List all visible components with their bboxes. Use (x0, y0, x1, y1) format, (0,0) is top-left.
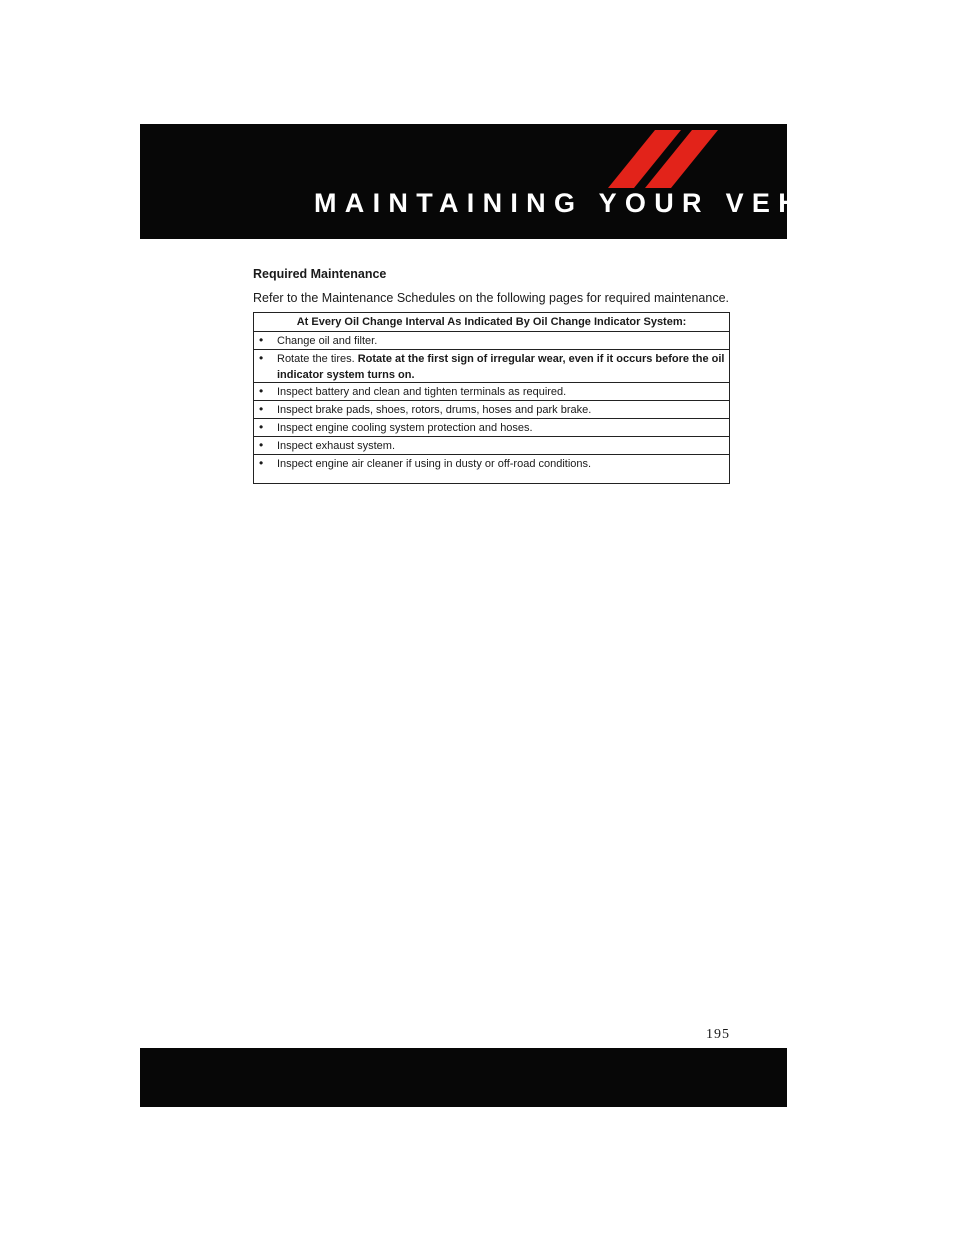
table-row (254, 383, 729, 401)
racing-stripes-logo (140, 124, 901, 239)
bullet-icon: • (259, 456, 264, 470)
bullet-icon: • (259, 333, 264, 347)
table-row (254, 350, 729, 383)
header-band (140, 124, 901, 239)
table-row (254, 332, 729, 350)
section-heading: Required Maintenance (253, 267, 387, 281)
row-text: Inspect engine cooling system protection and hoses. (277, 422, 533, 434)
table-row (254, 401, 729, 419)
row-text: Inspect exhaust system. (277, 440, 395, 452)
row-bold-text: Rotate at the first sign of irregular wear, even if it occurs before the oil indicator system turns on. (277, 353, 725, 381)
bullet-icon: • (259, 420, 264, 434)
footer-band (140, 1048, 787, 1107)
table-row (254, 437, 729, 455)
page-number: 195 (706, 1027, 730, 1042)
maintenance-table (253, 312, 730, 484)
bullet-icon: • (259, 438, 264, 452)
row-text: Inspect brake pads, shoes, rotors, drums, hoses and park brake. (277, 404, 592, 416)
bullet-icon: • (259, 402, 264, 416)
row-text: Inspect battery and clean and tighten terminals as required. (277, 386, 567, 398)
table-header: At Every Oil Change Interval As Indicated By Oil Change Indicator System: (254, 313, 729, 332)
bullet-icon: • (259, 351, 264, 365)
intro-paragraph: Refer to the Maintenance Schedules on the following pages for required maintenance. (253, 291, 729, 305)
table-row (254, 455, 729, 484)
chapter-title: MAINTAINING YOUR VEHICLE (314, 188, 901, 218)
table-row (254, 419, 729, 437)
row-text: Inspect engine air cleaner if using in dusty or off-road conditions. (277, 458, 592, 470)
row-text: Change oil and filter. (277, 335, 378, 347)
row-text: Rotate the tires. (277, 353, 358, 365)
bullet-icon: • (259, 384, 264, 398)
